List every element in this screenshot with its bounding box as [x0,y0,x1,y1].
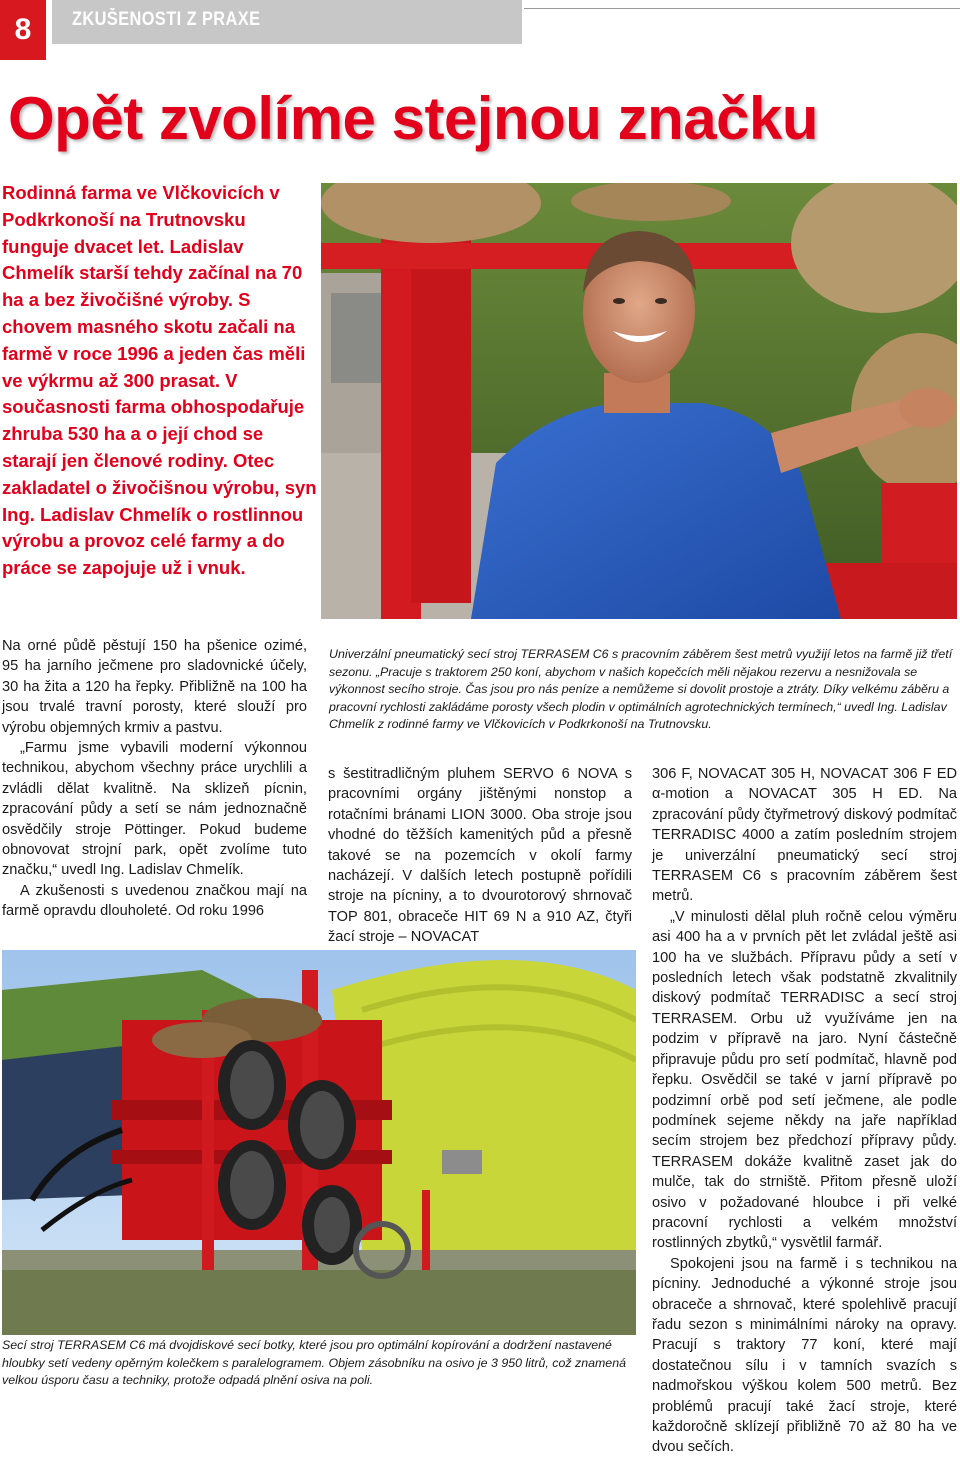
page-number: 8 [0,0,46,60]
farmer-photo [321,183,957,619]
paragraph: Spokojeni jsou na farmě i s technikou na pícniny. Jednoduché a výkonné stroje jsou obraceče a shrnovač, které spolehlivě pracují řadu sezon s minimálními nároky na opravy. Pracují s traktory 77 koní, které mají dostatečnou sílu i v tamních svazích s nadmořskou výškou kolem 500 metrů. Bez problémů pracují také žací stroje, které každoročně sklízejí přibližně 70 až 80 ha ve dvou sečích. [652,1255,957,1456]
paragraph: „Farmu jsme vybavili moderní výkonnou technikou, abychom všechny práce urychlili a zvládli dělat kvalitně. Na sklizeň pícnin, zpracování půdy a setí se nám jednoznačně osvědčily stroje Pöttinger. Pokud budeme obnovovat strojní park, opět zvolíme tuto značku,“ uvedl Ing. Ladislav Chmelík. [2,740,307,879]
article-title: Opět zvolíme stejnou značku [8,85,819,152]
paragraph: „V minulosti dělal pluh ročně celou výměru asi 400 ha a v prvních pět let zvládal ještě asi 100 ha ve službách. Přípravu půdy a setí v posledních letech však podstatně zkvalitnily diskový podmítač TERRADISC a secí stroj TERRASEM. Orbu už využíváme jen na podzim v přípravě na jaro. Nyní částečně připravuje půdu pro setí podmítač, hlavně pod řepku. Osvědčil se také v jarní přípravě po podzimní orbě pod setí ječmene, ale podle podmínek sejeme někdy na jaře například secím strojem bez předchozí přípravy půdy. TERRASEM dokáže kvalitně zaset jak do mulče, tak do strniště. Přitom přesně uloží osivo v požadované hloubce i při velké pracovní rychlosti a velkém množství rostlinných zbytků,“ vysvětlil farmář. [652,908,957,1252]
article-column-2 [328,764,632,948]
paragraph: A zkušenosti s uvedenou značkou mají na farmě opravdu dlouholeté. Od roku 1996 [2,882,307,920]
header-rule [524,8,960,9]
article-lead: Rodinná farma ve Vlčkovicích v Podkrkonoší na Trutnovsku funguje dvacet let. Ladislav Chmelík starší tehdy začínal na 70 ha a bez živočišné výroby. S chovem masného skotu začali na farmě v roce 1996 a jeden čas měli ve výkrmu až 300 prasat. V současnosti farma obhospodařuje zhruba 530 ha a o její chod se starají jen členové rodiny. Otec zakladatel o živočišnou výrobu, syn Ing. Ladislav Chmelík o rostlinnou výrobu a provoz celé farmy a do práce se zapojuje už i vnuk. [2,182,317,579]
photo-caption-top: Univerzální pneumatický secí stroj TERRASEM C6 s pracovním záběrem šest metrů využijí letos na farmě již třetí sezonu. „Pracuje s traktorem 250 koní, abychom v našich kopečcích měli nějakou rezervu a nesnižovala se výkonnost secího stroje. Čas jsou pro nás peníze a nemůžeme si dovolit prostoje a ztráty. Díky velkému záběru a pracovní rychlosti zakládáme porosty všech plodin v optimálních agrotechnických termínech,“ uvedl Ing. Ladislav Chmelík z rodinné farmy ve Vlčkovicích v Podkrkonoší na Trutnovsku. [329,647,953,732]
section-header [52,0,522,44]
article-column-3 [652,764,957,1458]
article-column-1 [2,636,307,922]
section-label: ZKUŠENOSTI Z PRAXE [72,9,261,30]
seed-drill-photo [2,950,636,1335]
paragraph: 306 F, NOVACAT 305 H, NOVACAT 306 F ED α-motion a NOVACAT 305 H ED. Na zpracování půdy čtyřmetrový diskový podmítač TERRADISC 4000 a zatím posledním strojem je univerzální pneumatický secí stroj TERRASEM C6 s pracovním záběrem šest metrů. [652,766,957,905]
paragraph: Na orné půdě pěstují 150 ha pšenice ozimé, 95 ha jarního ječmene pro sladovnické účely, 30 ha žita a 120 ha řepky. Přibližně na 100 ha jsou trvalé travní porosty, které slouží pro výrobu objemných krmiv a pastvu. [2,638,307,736]
photo-caption-bottom: Secí stroj TERRASEM C6 má dvojdiskové secí botky, které jsou pro optimální kopírování a dodržení nastavené hloubky setí vedeny opěrným kolečkem s paralelogramem. Objem zásobníku na osivo je 3 950 litrů, což znamená velkou úsporu času a techniky, protože odpadá plnění osiva na poli. [2,1338,626,1388]
paragraph: s šestitradličným pluhem SERVO 6 NOVA s pracovními orgány jištěnými nonstop a rotačními bránami LION 3000. Oba stroje jsou vhodné do těžších kamenitých půd a přesně takové se na pozemcích v okolí farmy nacházejí. V dalších letech postupně pořídili stroje na pícniny, a to dvourotorový shrnovač TOP 801, obraceče HIT 69 N a 910 AZ, čtyři žací stroje – NOVACAT [328,766,632,946]
